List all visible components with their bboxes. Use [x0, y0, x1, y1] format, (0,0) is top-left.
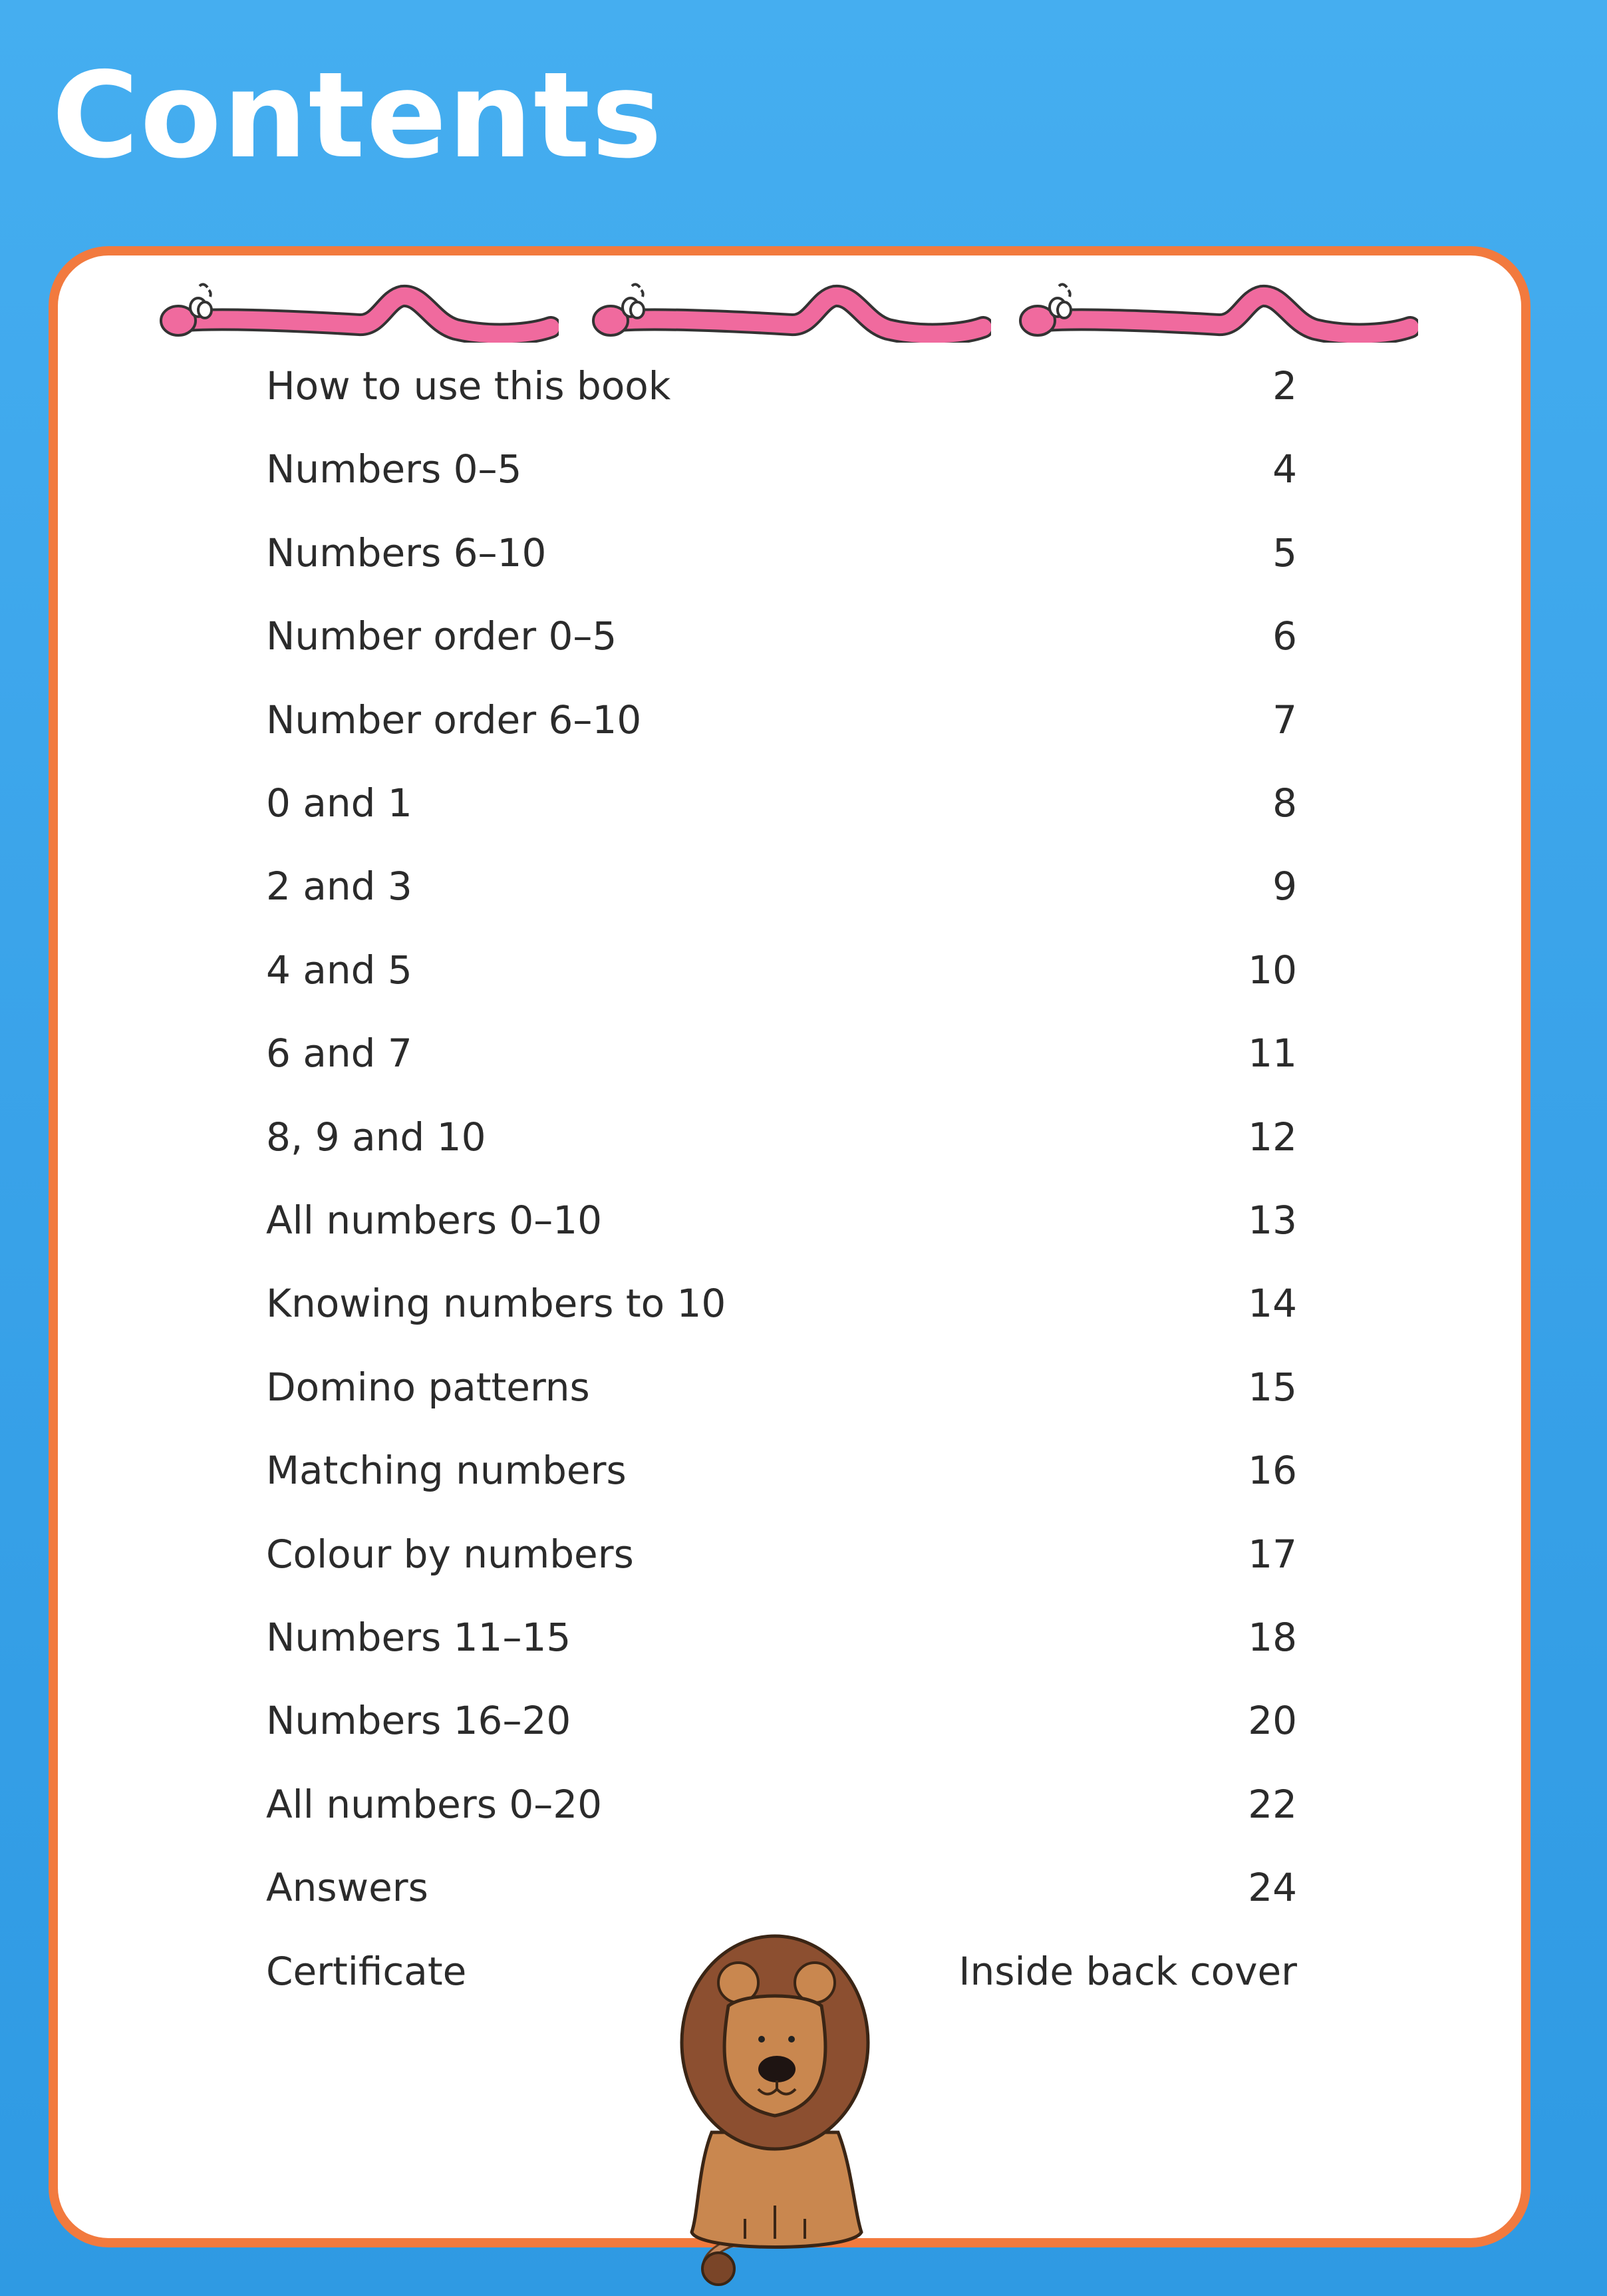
entry-label: Number order 6–10 [266, 697, 642, 742]
entry-page: 16 [1248, 1448, 1297, 1494]
contents-entry [266, 1694, 1297, 1747]
entry-label: Colour by numbers [266, 1531, 634, 1577]
entry-page: 11 [1248, 1031, 1297, 1076]
contents-entry [266, 609, 1297, 663]
entry-label: 2 and 3 [266, 864, 412, 909]
entry-label: Number order 0–5 [266, 613, 617, 659]
entry-page: 5 [1272, 530, 1297, 575]
entry-page: 15 [1248, 1364, 1297, 1410]
entry-label: 0 and 1 [266, 780, 412, 826]
entry-page: 6 [1272, 613, 1297, 659]
contents-entry [266, 442, 1297, 496]
entry-label: Numbers 0–5 [266, 446, 522, 492]
entry-page: 4 [1272, 446, 1297, 492]
entry-page: 24 [1248, 1865, 1297, 1911]
contents-entry [266, 1861, 1297, 1914]
entry-page: 17 [1248, 1531, 1297, 1577]
entry-label: Matching numbers [266, 1448, 627, 1494]
entry-label: 6 and 7 [266, 1031, 412, 1076]
entry-label: Domino patterns [266, 1364, 590, 1410]
entry-label: 4 and 5 [266, 947, 412, 993]
entry-page: Inside back cover [958, 1948, 1297, 1994]
contents-entry [266, 1611, 1297, 1664]
entry-label: All numbers 0–20 [266, 1781, 603, 1827]
entry-label: Knowing numbers to 10 [266, 1281, 726, 1327]
contents-entry [266, 693, 1297, 746]
entry-page: 8 [1272, 780, 1297, 826]
contents-entry [266, 776, 1297, 830]
entry-page: 9 [1272, 864, 1297, 909]
entry-label: All numbers 0–10 [266, 1198, 603, 1243]
worm-illustration [1019, 266, 1418, 343]
worm-illustration [592, 266, 991, 343]
contents-entry [266, 1778, 1297, 1831]
entry-page: 13 [1248, 1198, 1297, 1243]
lion-illustration [672, 1933, 878, 2292]
entry-page: 14 [1248, 1281, 1297, 1327]
entry-label: How to use this book [266, 363, 671, 409]
contents-entry [266, 1444, 1297, 1497]
entry-label: Numbers 6–10 [266, 530, 547, 575]
contents-entry [266, 359, 1297, 412]
entry-page: 22 [1248, 1781, 1297, 1827]
entry-label: 8, 9 and 10 [266, 1114, 486, 1160]
contents-entry [266, 860, 1297, 913]
contents-entry [266, 943, 1297, 997]
contents-entry [266, 1027, 1297, 1080]
entry-label: Numbers 11–15 [266, 1615, 571, 1660]
page-title: Contents [52, 47, 664, 184]
contents-entry [266, 1528, 1297, 1581]
entry-page: 2 [1272, 363, 1297, 409]
contents-entry [266, 1110, 1297, 1164]
contents-entry [266, 1361, 1297, 1414]
entry-page: 12 [1248, 1114, 1297, 1160]
contents-entry [266, 526, 1297, 579]
entry-page: 10 [1248, 947, 1297, 993]
entry-page: 18 [1248, 1615, 1297, 1660]
contents-entry [266, 1277, 1297, 1330]
entry-label: Certificate [266, 1948, 467, 1994]
entry-label: Answers [266, 1865, 428, 1911]
entry-label: Numbers 16–20 [266, 1698, 571, 1744]
entry-page: 20 [1248, 1698, 1297, 1744]
contents-entry [266, 1194, 1297, 1247]
worm-illustration [160, 266, 559, 343]
entry-page: 7 [1272, 697, 1297, 742]
